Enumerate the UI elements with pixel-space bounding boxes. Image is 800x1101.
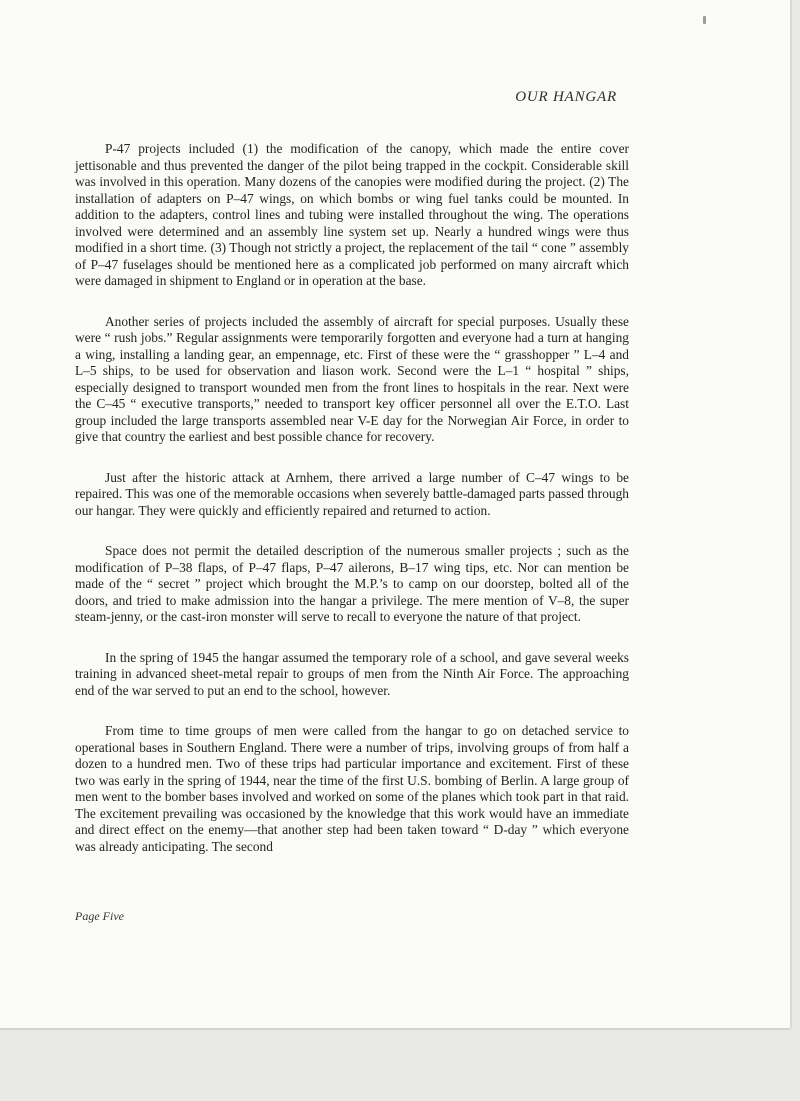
paragraph-smaller-projects: Space does not permit the detailed description of the numerous smaller projects ; such as the modification of P–38 flaps, of P–47 flaps, P–47 ailerons, B–17 wing tips, etc. Nor can mention be made of the “ secret ” project which brought the M.P.’s to camp on our doorstep, bolted all of the doors, and tried to make admission into the hangar a privilege. The mere mention of V–8, the super steam-jenny, or the cast-iron monster will serve to recall to everyone the nature of that project. (75, 543, 629, 624)
paper-mark (703, 16, 706, 24)
paragraph-special-assembly: Another series of projects included the assembly of aircraft for special purposes. Usually these were “ rush jobs.” Regular assignments were temporarily forgotten and everyone had a turn at hanging a wing, installing a landing gear, an empennage, etc. First of these were the “ grasshopper ” L–4 and L–5 ships, to be used for observation and liason work. Second were the L–1 “ hospital ” ships, especially designed to transport wounded men from the front lines to hospitals in the rear. Next were the C–45 “ executive transports,” needed to transport key officer personnel all over the E.T.O. Last group included the large transports assembled near V-E day for the Norwegian Air Force, in order to give that country the earliest and best possible chance for recovery. (75, 313, 629, 444)
running-header: OUR HANGAR (515, 89, 617, 105)
paragraph-p47-projects: P-47 projects included (1) the modification of the canopy, which made the entire cover jettisonable and thus prevented the danger of the pilot being trapped in the cockpit. Considerable skill was involved in this operation. Many dozens of the canopies were modified during the project. (2) The installation of adapters on P–47 wings, on which bombs or wing fuel tanks could be mounted. In addition to the adapters, control lines and tubing were installed throughout the wing. The operations involved were determined and an assembly line system set up. Nearly a hundred wings were thus modified in a short time. (3) Though not strictly a project, the replacement of the tail “ cone ” assembly of P–47 fuselages should be mentioned here as a complicated job performed on many aircraft which were damaged in shipment to England or in operation at the base. (75, 141, 629, 288)
paragraph-school: In the spring of 1945 the hangar assumed the temporary role of a school, and gave several weeks training in advanced sheet-metal repair to groups of men from the Ninth Air Force. The approaching end of the war served to put an end to the school, however. (75, 649, 629, 698)
paragraph-arnhem-wings: Just after the historic attack at Arnhem, there arrived a large number of C–47 wings to be repaired. This was one of the memorable occasions when severely battle-damaged parts passed through our hangar. They were quickly and efficiently repaired and returned to action. (75, 469, 629, 518)
paragraph-detached-service: From time to time groups of men were called from the hangar to go on detached service to operational bases in Southern England. There were a number of trips, involving groups of from half a dozen to a hundred men. Two of these trips had particular importance and excitement. First of these two was early in the spring of 1944, near the time of the first U.S. bombing of Berlin. A large group of men went to the bomber bases involved and worked on some of the planes which took part in that raid. The excitement prevailing was occasioned by the knowledge that this work would have an immediate and direct effect on the enemy—that another step had been taken toward “ D-day ” which everyone was already anticipating. The second (75, 723, 629, 854)
body-text (75, 141, 629, 879)
page-number: Page Five (75, 909, 124, 923)
